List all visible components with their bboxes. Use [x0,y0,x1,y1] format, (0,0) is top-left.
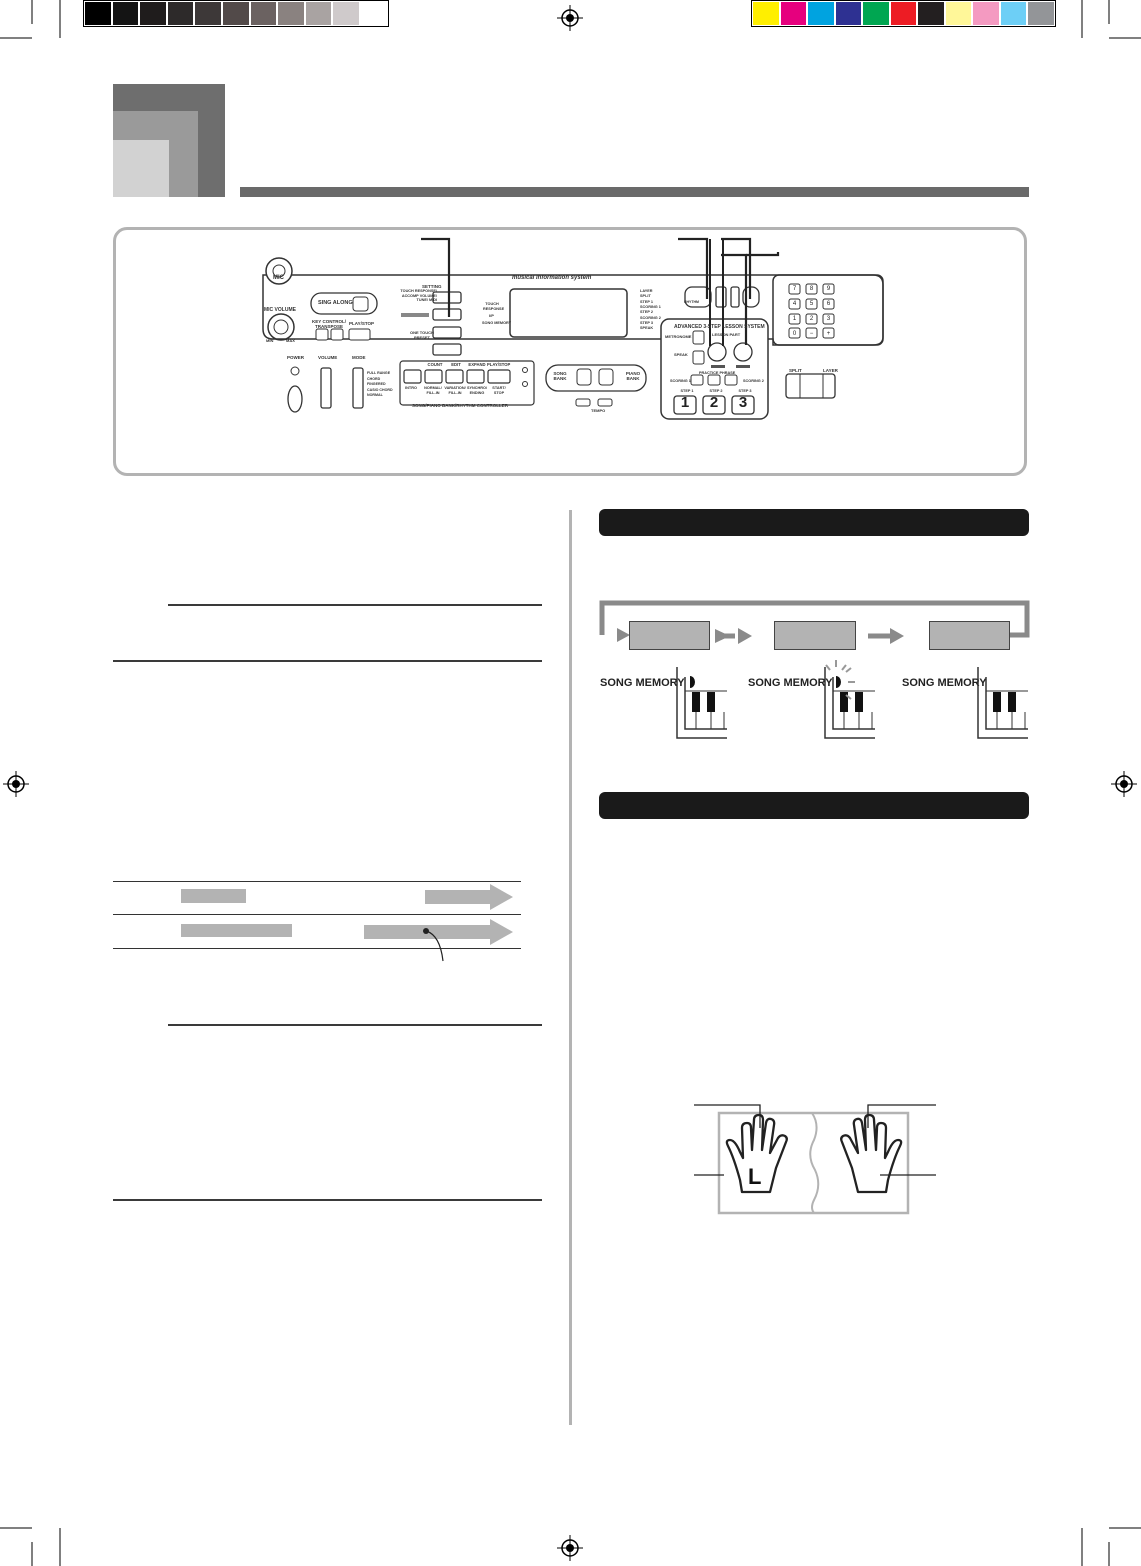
step-label: STEP 2 [709,389,723,393]
display-side-label: SCORING 2 [640,315,661,320]
mode-option-label: CHORD [367,376,381,381]
metronome-label: METRONOME [665,334,692,339]
numpad-key[interactable]: 5 [809,301,814,307]
speak-label: SPEAK [674,352,688,357]
header-rule [240,187,1029,197]
left-rule-4 [113,1199,542,1201]
step-label: STEP 1 [680,389,694,393]
numpad-key[interactable]: − [809,331,814,337]
numpad-key[interactable]: 9 [826,286,831,292]
hands-illustration [690,1100,940,1215]
numpad-key[interactable]: 2 [809,316,814,322]
numpad-key[interactable]: 7 [792,286,797,292]
section-header-bar-1 [599,509,1029,536]
step-1-button[interactable]: 1 [680,394,690,411]
table-arrows [360,883,520,963]
controller-label: SONG/PIANO BANK/RHYTHM CONTROLLER [412,403,508,408]
step-label: STEP 3 [738,389,752,393]
numpad-key[interactable]: 8 [809,286,814,292]
numpad-key[interactable]: 4 [792,301,797,307]
tempo-label: TEMPO [591,408,606,413]
max-label: MAX [286,338,295,343]
controller-bottom-label: INTRO [405,386,417,390]
left-rule-1 [168,604,542,606]
table-row1-label-bar [181,889,246,903]
numpad-key[interactable]: 6 [826,301,831,307]
keyboard-indicator-3 [977,667,1029,741]
display-logo: musical information system [512,275,592,281]
table-top-line [113,881,521,882]
piano-bank-button[interactable]: PIANO BANK [625,371,641,381]
numpad-key[interactable]: 1 [792,316,797,322]
mode-option-label: NORMAL [367,393,383,397]
song-memory-label-3: SONG MEMORY [902,677,987,689]
display-side-label: STEP 3 [640,320,654,325]
section-header-bar-2 [599,792,1029,819]
song-memory-label-1: SONG MEMORY [600,677,685,689]
step-2-button[interactable]: 2 [709,394,719,411]
numpad-key[interactable]: 3 [826,316,831,322]
split-label: SPLIT [789,368,802,373]
scoring1-label: SCORING 1 [670,379,691,383]
lesson-part-label: LESSON PART [712,332,741,337]
controller-top-label: PLAY/STOP [487,362,511,367]
column-divider [569,510,572,1425]
display-side-label: LAYER [640,289,653,293]
power-label: POWER [287,355,305,360]
display-side-label: SPLIT [640,294,651,299]
controller-top-label: COUNT [427,362,443,367]
keyboard-indicator-1 [676,667,728,741]
keyboard-panel-illustration [113,227,1027,476]
sing-along-button[interactable]: SING ALONG [318,300,353,306]
mode-option-label: CASIO CHORD [367,387,393,392]
mode-option-label: FINGERED [367,382,386,386]
touch-response-right-label: TOUCH RESPONSE [483,302,505,311]
song-memory-label-2: SONG MEMORY [748,677,833,689]
rhythm-label: RHYTHM [684,300,699,304]
song-bank-button[interactable]: SONG BANK [553,371,567,381]
right-hand-icon [841,1115,901,1192]
controller-bottom-label: NORMAL/ FILL-IN [424,386,442,395]
sequence-step-box-3 [929,621,1010,650]
controller-top-label: EXPAND [468,362,486,367]
controller-top-label: EDIT [451,362,461,367]
scoring2-label: SCORING 2 [743,379,764,383]
keyboard-indicator-2-blinking [822,657,876,741]
play-stop-label: PLAY/STOP [349,321,375,326]
touch-response-label: TOUCH RESPONSE/ ACCOMP VOLUME/ TUNE/ MIDI [400,289,437,302]
mode-label: MODE [352,355,366,360]
left-hand-label: L [748,1164,762,1189]
display-side-label: STEP 1 [640,299,654,304]
mode-option-label: FULL RANGE [367,371,391,375]
layer-label: LAYER [823,368,838,373]
practice-phrase-label: PRACTICE PHRASE [699,371,736,375]
controller-bottom-label: SYNCHRO/ ENDING [466,386,488,395]
display-side-label: STEP 2 [640,310,654,315]
lesson-system-title: ADVANCED 3-STEP LESSON SYSTEM [674,324,765,330]
sequence-step-box-1 [629,621,710,650]
song-memory-panel-label: SONG MEMORY [482,321,512,325]
left-rule-2 [113,660,542,662]
table-row2-label-bar [181,924,292,937]
numpad-key[interactable]: 0 [792,331,797,337]
step-3-button[interactable]: 3 [738,394,748,411]
sequence-step-box-2 [774,621,856,650]
key-control-label: KEY CONTROL/ TRANSPOSE [312,319,346,329]
numpad-key[interactable]: + [826,331,831,337]
volume-label: VOLUME [318,355,338,360]
mic-label: MIC [273,275,284,281]
left-rule-3 [168,1024,542,1026]
display-side-label: SPEAK [640,326,654,331]
one-touch-preset-label: ONE TOUCH PRESET [410,330,434,340]
mic-volume-label: MIC VOLUME [264,307,296,313]
controller-bottom-label: START/ STOP [492,386,506,395]
ip-label: I/P [489,313,494,318]
setting-label: SETTING [422,284,442,289]
chapter-tab-graphic-light [113,140,169,197]
display-side-label: SCORING 1 [640,304,661,309]
controller-bottom-label: VARIATION/ FILL-IN [444,386,466,395]
min-label: MIN [266,338,274,343]
